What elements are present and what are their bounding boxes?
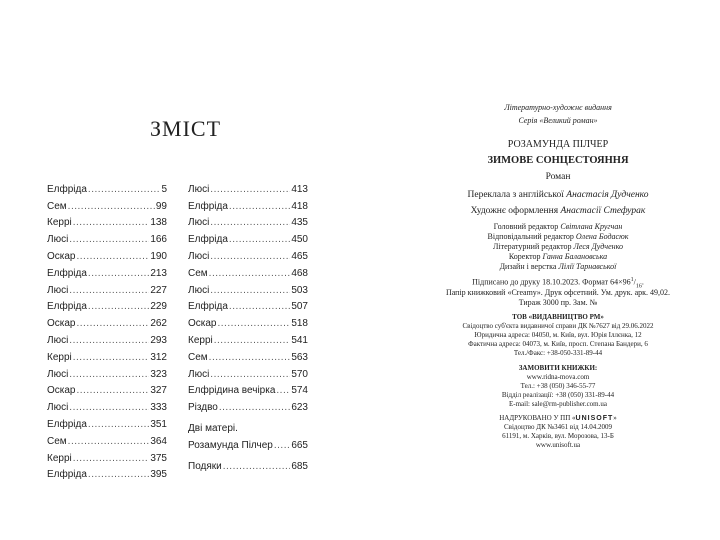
toc-entry-title: Елфріда	[188, 234, 228, 246]
imprint-genre: Літературно-художнє видання	[504, 103, 612, 112]
toc-entry-title: Розамунда Пілчер	[188, 439, 273, 451]
toc-entry-page: 563	[291, 351, 308, 363]
toc-entry[interactable]	[47, 178, 167, 195]
toc-entry-title: Люсі	[47, 402, 69, 414]
toc-entry-title: Люсі	[47, 234, 69, 246]
toc-entry-title: Сем	[188, 351, 208, 363]
toc-leader-dots	[219, 402, 290, 413]
design-label: Художнє оформлення	[470, 206, 559, 216]
toc-entry[interactable]	[47, 245, 167, 262]
toc-entry-title: Люсі	[47, 334, 69, 346]
toc-entry-page: 395	[150, 469, 167, 481]
toc-entry[interactable]	[188, 262, 308, 279]
toc-entry-title: Елфріда	[47, 469, 87, 481]
toc-leader-dots	[209, 352, 291, 363]
toc-right-entries	[188, 178, 308, 413]
toc-entry-title: Люсі	[188, 183, 210, 195]
toc-entry-page: 190	[150, 250, 167, 262]
layout-label: Дизайн і верстка	[499, 262, 557, 271]
designer-name: Анастасії Стефурак	[560, 206, 646, 216]
imprint-book-title: ЗИМОВЕ СОНЦЕСТОЯННЯ	[487, 155, 629, 166]
toc-entry-page: 503	[291, 284, 308, 296]
toc-entry-page: 665	[291, 439, 308, 451]
toc-title: ЗМІСТ	[150, 116, 222, 141]
toc-entry-title: Керрі	[47, 217, 72, 229]
toc-entry-title: Елфріда	[188, 200, 228, 212]
toc-entry[interactable]	[47, 413, 167, 430]
toc-entry[interactable]	[47, 262, 167, 279]
toc-leader-dots	[88, 184, 161, 195]
publisher-line1: Свідоцтво суб'єкта видавничої справи ДК №7627 від 29.06.2022	[462, 322, 654, 330]
toc-entry-page: 5	[161, 183, 167, 195]
toc-entry-title: Керрі	[47, 452, 72, 464]
toc-right-column	[188, 178, 308, 472]
toc-leader-dots	[88, 419, 149, 430]
imprint-chief-editor	[440, 222, 676, 231]
toc-entry-page: 465	[291, 250, 308, 262]
toc-entry-title: Сем	[188, 267, 208, 279]
toc-entry-title: Люсі	[188, 250, 210, 262]
toc-entry[interactable]	[47, 346, 167, 363]
toc-entry[interactable]	[47, 212, 167, 229]
corrector-label: Коректор	[508, 252, 541, 261]
toc-entry-title: Подяки	[188, 460, 222, 472]
toc-entry[interactable]	[188, 329, 308, 346]
toc-entry-page: 138	[150, 217, 167, 229]
toc-entry[interactable]	[188, 279, 308, 296]
toc-entry[interactable]	[47, 312, 167, 329]
printed-suffix: »	[613, 414, 617, 422]
toc-entry-title: Люсі	[188, 284, 210, 296]
toc-entry[interactable]	[188, 346, 308, 363]
toc-leader-dots	[88, 469, 149, 480]
format-numerator: 1	[630, 277, 634, 283]
resp-editor-label: Відповідальний редактор	[487, 232, 574, 241]
chief-editor-name: Світлана Кругчан	[560, 222, 623, 231]
toc-entry-title: Оскар	[47, 250, 76, 262]
translator-name: Анастасія Дудченко	[566, 190, 649, 200]
order-sales: Відділ реалізації: +38 (050) 331-89-44	[501, 391, 615, 399]
toc-entry-title: Люсі	[47, 368, 69, 380]
imprint-lit-editor	[440, 242, 676, 251]
publisher-line3: Фактична адреса: 04073, м. Київ, просп. Степана Бандери, 6	[468, 340, 648, 348]
corrector-name: Ганна Балановська	[542, 252, 608, 261]
toc-entry-page: 229	[150, 301, 167, 313]
toc-leader-dots	[276, 385, 290, 396]
toc-entry-page: 435	[291, 217, 308, 229]
order-phone: Тел.: +38 (050) 346-55-77	[520, 382, 596, 390]
toc-entry[interactable]	[188, 396, 308, 413]
imprint-author: РОЗАМУНДА ПІЛЧЕР	[507, 139, 609, 150]
toc-entry-page: 418	[291, 200, 308, 212]
toc-entry-page: 312	[150, 351, 167, 363]
toc-entry[interactable]	[188, 296, 308, 313]
toc-entry-page: 541	[291, 334, 308, 346]
lit-editor-name: Леся Дудченко	[573, 242, 624, 251]
toc-entry-page: 623	[291, 402, 308, 414]
toc-entry-title: Елфрідина вечірка	[188, 385, 276, 397]
toc-entry[interactable]	[188, 178, 308, 195]
format-denominator: 16	[635, 283, 642, 290]
toc-leader-dots	[210, 217, 290, 228]
order-website[interactable]: www.ridna-mova.com	[526, 373, 590, 381]
toc-leader-dots	[68, 201, 155, 212]
imprint-corrector	[440, 252, 676, 261]
toc-entry-page: 685	[291, 460, 308, 472]
toc-entry-title: Люсі	[188, 217, 210, 229]
toc-entry[interactable]	[188, 380, 308, 397]
toc-entry-page: 262	[150, 318, 167, 330]
order-email[interactable]: E-mail: sale@rm-publisher.com.ua	[508, 400, 607, 408]
toc-entry-title: Різдво	[188, 402, 218, 414]
toc-entry[interactable]	[188, 228, 308, 245]
toc-leader-dots	[77, 385, 150, 396]
toc-entry-page: 450	[291, 234, 308, 246]
toc-entry-title: Елфріда	[47, 183, 87, 195]
toc-entry-page: 413	[291, 183, 308, 195]
lit-editor-label: Літературний редактор	[492, 242, 572, 251]
layout-name: Лілії Тарнавської	[558, 262, 617, 271]
toc-entry-title: Елфріда	[188, 301, 228, 313]
toc-entry[interactable]	[47, 279, 167, 296]
toc-entry-page: 293	[150, 334, 167, 346]
toc-entry-page: 364	[150, 435, 167, 447]
toc-leader-dots	[229, 301, 290, 312]
toc-leader-dots	[229, 234, 290, 245]
toc-thanks-entry[interactable]	[188, 455, 308, 472]
toc-left-column	[47, 178, 167, 480]
toc-entry-page: 570	[291, 368, 308, 380]
toc-leader-dots	[210, 369, 290, 380]
toc-entry-title: Оскар	[188, 318, 217, 330]
toc-entry-page: 574	[291, 385, 308, 397]
toc-leader-dots	[68, 436, 150, 447]
toc-leader-dots	[77, 318, 150, 329]
toc-leader-dots	[210, 184, 290, 195]
imprint-signed-line2: Папір книжковий «Creamy». Друк офсетний. Ум. друк. арк. 49,02.	[445, 288, 671, 297]
toc-entry-page: 351	[150, 418, 167, 430]
toc-leader-dots	[209, 268, 291, 279]
toc-entry[interactable]	[188, 245, 308, 262]
toc-entry-title: Люсі	[188, 368, 210, 380]
signed-end: .	[641, 277, 644, 287]
signed-text: Підписано до друку 18.10.2023. Формат 64×96	[472, 277, 631, 287]
toc-entry-page: 213	[150, 267, 167, 279]
toc-entry-page: 507	[291, 301, 308, 313]
toc-entry-page: 327	[150, 385, 167, 397]
imprint-resp-editor	[440, 232, 676, 241]
imprint-design-line	[440, 206, 676, 216]
printed-line2: 61191, м. Харків, вул. Морозова, 13-Б	[502, 432, 614, 440]
toc-entry-page: 99	[155, 200, 167, 212]
toc-leader-dots	[210, 285, 290, 296]
imprint-series: Серія «Великий роман»	[518, 116, 598, 125]
imprint-translator-line	[440, 190, 676, 200]
translator-label: Переклала з англійської	[467, 190, 564, 200]
toc-entry[interactable]	[47, 380, 167, 397]
publisher-name: ТОВ «ВИДАВНИЦТВО РМ»	[512, 313, 604, 321]
toc-entry-page: 375	[150, 452, 167, 464]
toc-leader-dots	[77, 251, 150, 262]
toc-entry[interactable]	[47, 396, 167, 413]
toc-entry-page: 468	[291, 267, 308, 279]
toc-entry-title: Сем	[47, 200, 67, 212]
chief-editor-label: Головний редактор	[493, 222, 559, 231]
printed-line1: Свідоцтво ДК №3461 від 14.04.2009	[504, 423, 612, 431]
toc-entry-page: 323	[150, 368, 167, 380]
toc-entry[interactable]	[47, 430, 167, 447]
toc-entry[interactable]	[47, 228, 167, 245]
printed-title	[440, 414, 676, 422]
toc-entry[interactable]	[188, 312, 308, 329]
toc-leader-dots	[210, 251, 290, 262]
toc-leader-dots	[73, 352, 150, 363]
toc-entry[interactable]	[47, 195, 167, 212]
toc-leader-dots	[218, 318, 291, 329]
imprint-form: Роман	[545, 172, 571, 182]
toc-leader-dots	[73, 217, 150, 228]
toc-leader-dots	[223, 461, 291, 472]
toc-entry-title: Оскар	[47, 385, 76, 397]
toc-entry[interactable]	[47, 363, 167, 380]
toc-leader-dots	[229, 201, 290, 212]
imprint-signed-line3: Тираж 3000 пр. Зам. №	[518, 298, 598, 307]
toc-entry[interactable]	[47, 296, 167, 313]
toc-afterword-entry[interactable]	[188, 434, 308, 451]
toc-leader-dots	[69, 335, 149, 346]
imprint-signed-line1: Підписано до друку 18.10.2023. Формат $64\times 96^1/_{16}$.	[472, 277, 644, 290]
toc-entry-title: Оскар	[47, 318, 76, 330]
toc-leader-dots	[69, 234, 149, 245]
toc-leader-dots	[69, 369, 149, 380]
printed-prefix: НАДРУКОВАНО У ПП «	[499, 414, 576, 422]
toc-entry[interactable]	[188, 195, 308, 212]
imprint-layout	[440, 262, 676, 271]
printed-brand: UNISOFT	[575, 415, 614, 422]
printed-website[interactable]: www.unisoft.ua	[535, 441, 581, 449]
toc-leader-dots	[214, 335, 291, 346]
toc-entry[interactable]	[47, 447, 167, 464]
toc-entry-title: Керрі	[188, 334, 213, 346]
toc-entry[interactable]	[47, 464, 167, 481]
toc-entry-page: 166	[150, 234, 167, 246]
toc-entry-title: Керрі	[47, 351, 72, 363]
toc-leader-dots	[274, 440, 290, 451]
toc-entry[interactable]	[188, 212, 308, 229]
toc-entry-page: 333	[150, 402, 167, 414]
order-title: ЗАМОВИТИ КНИЖКИ:	[518, 364, 598, 372]
publisher-line4: Тел./Факс: +38-050-331-89-44	[513, 349, 603, 357]
toc-entry-page: 227	[150, 284, 167, 296]
toc-leader-dots	[88, 268, 149, 279]
toc-entry-page: 518	[291, 318, 308, 330]
toc-leader-dots	[73, 453, 150, 464]
toc-leader-dots	[69, 402, 149, 413]
toc-entry-title: Елфріда	[47, 267, 87, 279]
toc-afterword-line1: Дві матері.	[188, 422, 238, 434]
toc-entry[interactable]	[188, 363, 308, 380]
publisher-line2: Юридична адреса: 04050, м. Київ, вул. Юрія Іллєнка, 12	[474, 331, 642, 339]
resp-editor-name: Олена Бодасюк	[575, 232, 629, 241]
toc-entry-title: Люсі	[47, 284, 69, 296]
toc-entry-title: Сем	[47, 435, 67, 447]
toc-entry-title: Елфріда	[47, 301, 87, 313]
toc-entry-title: Елфріда	[47, 418, 87, 430]
toc-entry[interactable]	[47, 329, 167, 346]
toc-leader-dots	[88, 301, 149, 312]
toc-leader-dots	[69, 285, 149, 296]
